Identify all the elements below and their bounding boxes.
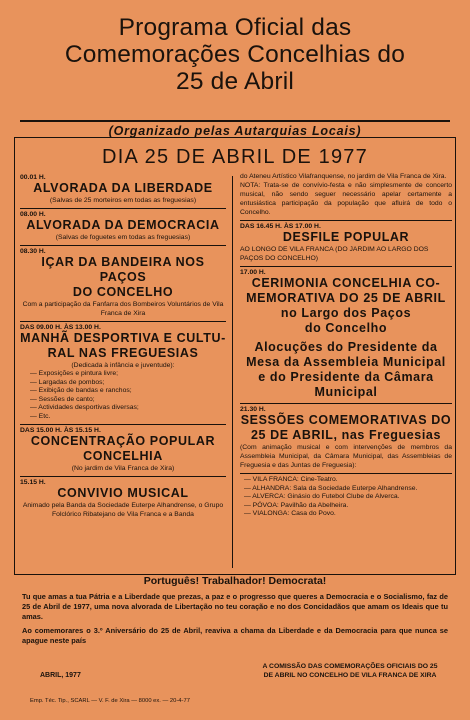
- event-note: (Salvas de foguetes em todas as freguesias): [55, 234, 191, 241]
- event-heading: Alocuções do Presidente da: [254, 340, 438, 354]
- event-note: Com a participação da Fanfarra dos Bombeiros Voluntários de Vila Franca de Xira: [22, 301, 224, 317]
- event-note: (No jardim de Vila Franca de Xira): [71, 465, 175, 472]
- title-line: Comemorações Concelhias do: [64, 41, 406, 68]
- title-line: 25 de Abril: [176, 68, 294, 95]
- event-time: 17.00 H.: [240, 269, 266, 276]
- event-heading: Municipal: [314, 385, 378, 399]
- slogans: Português! Trabalhador! Democrata!: [143, 575, 327, 587]
- list-item: — Exposições e pintura livre;: [30, 370, 119, 377]
- event-note: NOTA: Trata-se de convívio-festa e não simplesmente de concerto musical, não sendo seguer necessário apelar certamente a entusiástica participação da população que afluirá de todo o Concelho.: [240, 182, 452, 216]
- poster-title: [10, 14, 460, 95]
- event-time: DAS 15.00 H. ÀS 15.15 H.: [20, 427, 101, 434]
- separator: [240, 473, 452, 474]
- event-heading: IÇAR DA BANDEIRA NOS PAÇOS: [41, 255, 205, 284]
- column-divider: [232, 176, 233, 568]
- separator: [20, 321, 226, 322]
- event-heading: DO CONCELHO: [72, 285, 174, 299]
- event-heading: CONCENTRAÇÃO POPULAR: [30, 434, 216, 448]
- signature-commission: A COMISSÃO DAS COMEMORAÇÕES OFICIAIS DO 25 DE ABRIL NO CONCELHO DE VILA FRANCA DE XIRA: [262, 663, 438, 679]
- event-note: (Dedicada à infância e juventude):: [71, 362, 175, 369]
- venue-list: [240, 476, 452, 519]
- event-heading: MANHÃ DESPORTIVA E CULTU-: [20, 331, 226, 345]
- event-note: AO LONGO DE VILA FRANCA (DO JARDIM AO LARGO DOS PAÇOS DO CONCELHO): [240, 246, 429, 262]
- subtitle: (Organizado pelas Autarquias Locais): [20, 120, 450, 138]
- program-left-column: [20, 172, 226, 519]
- event-heading: 25 DE ABRIL, nas Freguesias: [250, 428, 442, 442]
- event-heading: Mesa da Assembleia Municipal: [246, 355, 446, 369]
- event-time: DAS 09.00 H. ÀS 13.00 H.: [20, 324, 101, 331]
- separator: [240, 403, 452, 404]
- list-item: — Sessões de canto;: [30, 395, 95, 403]
- program-right-column: [240, 172, 452, 519]
- list-item: — ALVERCA: Ginásio do Futebol Clube de Alverca.: [244, 493, 400, 500]
- activity-list: [20, 370, 226, 421]
- appeal-section: [22, 576, 448, 650]
- list-item: — Etc.: [30, 412, 51, 420]
- event-heading: SESSÕES COMEMORATIVAS DO: [240, 413, 452, 427]
- event-heading: ALVORADA DA DEMOCRACIA: [26, 218, 220, 232]
- event-note: (Com animação musical e com intervenções de membros da Assembleia Municipal, da Câmara Municipal, das Assembleias de Freguesia e das Juntas de Freguesia):: [240, 444, 452, 469]
- event-heading: CONVIVIO MUSICAL: [57, 486, 189, 500]
- list-item: — VILA FRANCA: Cine-Teatro.: [244, 476, 338, 483]
- title-line: Programa Oficial das: [118, 14, 352, 41]
- event-note: (Salvas de 25 morteiros em todas as freguesias): [49, 197, 197, 204]
- event-time: 08.00 H.: [20, 211, 46, 218]
- list-item: — Largadas de pombos;: [30, 378, 105, 386]
- separator: [20, 424, 226, 425]
- separator: [240, 220, 452, 221]
- event-note: do Ateneu Artístico Vilafranquense, no jardim de Vila Franca de Xira.: [240, 173, 447, 180]
- event-time: 21.30 H.: [240, 406, 266, 413]
- list-item: — PÓVOA: Pavilhão da Abelheira.: [244, 501, 349, 509]
- printer-line: Emp. Téc. Tip., SCARL — V. F. de Xira — 8000 ex. — 20-4-77: [30, 698, 190, 704]
- event-heading: do Concelho: [304, 321, 388, 335]
- event-heading: ALVORADA DA LIBERDADE: [33, 181, 213, 195]
- event-heading: DESFILE POPULAR: [282, 230, 410, 244]
- event-heading: CONCELHIA: [83, 449, 163, 463]
- event-heading: no Largo dos Paços: [280, 306, 412, 320]
- separator: [20, 245, 226, 246]
- separator: [20, 476, 226, 477]
- appeal-paragraph: Tu que amas a tua Pátria e a Liberdade que prezas, a paz e o progresso que queres a Democracia e o Socialismo, faz de 25 de Abril de 1977, uma nova alvorada de Libertação no teu coração e no dos Concidadãos que amam os Ideais que tu amas.: [22, 592, 448, 621]
- event-time: 15.15 H.: [20, 479, 46, 486]
- list-item: — Actividades desportivas diversas;: [30, 404, 139, 411]
- list-item: — Exibição de bandas e ranchos;: [30, 387, 132, 394]
- list-item: — VIALONGA: Casa do Povo.: [244, 510, 336, 517]
- appeal-paragraph: Ao comemorares o 3.º Aniversário do 25 de Abril, reaviva a chama da Liberdade e da Democracia para que nunca se apague neste país: [22, 626, 448, 645]
- separator: [20, 208, 226, 209]
- event-note: Animado pela Banda da Sociedade Euterpe Alhandrense, o Grupo Folclórico Ribatejano de Vila Franca e a Banda: [22, 502, 224, 518]
- program-date: DIA 25 DE ABRIL DE 1977: [102, 146, 368, 168]
- event-heading: RAL NAS FREGUESIAS: [47, 346, 199, 360]
- event-time: 08.30 H.: [20, 248, 46, 255]
- list-item: — ALHANDRA: Sala da Sociedade Euterpe Alhandrense.: [244, 484, 418, 492]
- event-time: 00.01 H.: [20, 174, 46, 181]
- event-heading: MEMORATIVA DO 25 DE ABRIL: [246, 291, 446, 305]
- event-heading: e do Presidente da Câmara: [258, 370, 434, 384]
- signature-date: ABRIL, 1977: [40, 672, 81, 679]
- event-heading: CERIMONIA CONCELHIA CO-: [251, 276, 441, 290]
- event-time: DAS 16.45 H. ÀS 17.00 H.: [240, 223, 321, 230]
- separator: [240, 266, 452, 267]
